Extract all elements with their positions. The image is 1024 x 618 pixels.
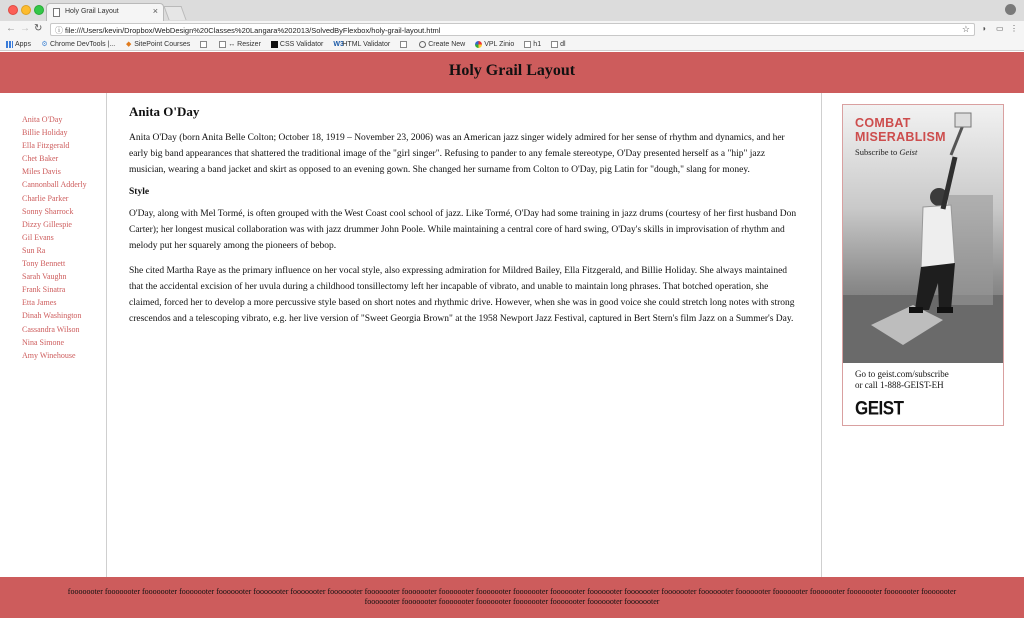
browser-tab-bar	[0, 0, 1024, 21]
nav-link[interactable]: Sarah Vaughn	[22, 272, 67, 282]
ad-cta	[855, 369, 949, 391]
bookmark-label: VPL Zinio	[484, 40, 515, 48]
browser-tab[interactable]	[46, 3, 164, 21]
nav-link[interactable]: Miles Davis	[22, 167, 61, 177]
bookmark-label: Create New	[428, 40, 466, 48]
info-icon[interactable]: ⓘ	[55, 26, 63, 35]
nav-link[interactable]: Etta James	[22, 298, 57, 308]
page-header	[0, 52, 1024, 93]
ad-cta-line1: Go to geist.com/subscribe	[855, 369, 949, 379]
back-arrow-icon[interactable]: ←	[6, 23, 16, 34]
bookmark-item[interactable]	[551, 41, 565, 48]
bookmark-item[interactable]	[475, 41, 514, 48]
w3c-icon: W3	[333, 40, 344, 48]
article-intro: Anita O'Day (born Anita Belle Colton; October 18, 1919 – November 23, 2006) was an American jazz singer widely admired for her sense of rhythm and dynamics, and her early big band appearances that shattered the traditional image of the "girl singer". Refusing to pander to any female stereotype, O'Day presented herself as a "hip" jazz musician, wearing a band jacket and skirt as opposed to an evening gown. She changed her surname from Colton to O'Day, pig Latin for "dough," slang for money.	[129, 133, 785, 175]
main-content	[108, 93, 822, 577]
document-icon	[53, 8, 60, 17]
bookmark-item[interactable]	[271, 41, 323, 48]
address-bar[interactable]	[50, 23, 975, 36]
document-icon	[219, 41, 226, 48]
footer-text: fooooooter fooooooter fooooooter fooooooter fooooooter fooooooter fooooooter fooooooter fooooooter fooooooter fooooooter fooooooter fooooooter fooooooter fooooooter fooooooter fooooooter fooooooter fooooooter fooooooter fooooooter fooooooter fooooooter fooooooter fooooooter fooooooter fooooooter fooooooter fooooooter fooooooter fooooooter fooooooter	[67, 587, 957, 606]
nav-link[interactable]: Dizzy Gillespie	[22, 219, 72, 229]
bookmark-item[interactable]	[333, 41, 390, 48]
bookmarks-bar	[0, 38, 1024, 51]
document-icon	[551, 41, 558, 48]
sidebar-nav	[0, 93, 107, 577]
forward-arrow-icon[interactable]: →	[20, 23, 30, 34]
bookmark-item[interactable]	[524, 41, 541, 48]
bookmark-item[interactable]	[125, 41, 190, 48]
bookmark-label: SitePoint Courses	[134, 40, 191, 48]
bookmark-label: h1	[533, 40, 542, 48]
ad-sub-prefix: Subscribe to	[855, 147, 900, 157]
window-zoom-button[interactable]	[34, 5, 44, 15]
document-icon	[400, 41, 407, 48]
style-heading: Style	[129, 187, 150, 197]
nav-link[interactable]: Anita O'Day	[22, 115, 63, 124]
nav-link[interactable]: Cannonball Adderly	[22, 180, 87, 190]
aside	[823, 93, 1024, 577]
nav-link[interactable]: Nina Simone	[22, 337, 64, 347]
profile-icon[interactable]	[1005, 4, 1016, 15]
tab-close-icon[interactable]: ×	[152, 6, 158, 16]
nav-link[interactable]: Amy Winehouse	[22, 350, 76, 360]
nav-link[interactable]: Gil Evans	[22, 232, 54, 242]
vpl-icon	[475, 41, 482, 48]
new-tab-button[interactable]	[163, 6, 186, 20]
gear-icon: ⚙	[41, 40, 48, 48]
ad-sub-brand: Geist	[899, 147, 918, 157]
apps-icon	[6, 41, 13, 48]
bookmark-item[interactable]	[6, 41, 31, 48]
style-paragraph-2: She cited Martha Raye as the primary influence on her vocal style, also expressing admiration for Mildred Bailey, Ella Fitzgerald, and Billie Holiday. She always maintained that the accidental excision of her uvula during a childhood tonsillectomy left her incapable of vibrato, and unable to maintain long phrases. That botched operation, she claimed, forced her to develop a more percussive style based on short notes and rhythmic drive. However, when she was in good voice she could stretch long notes with strong crescendos and a telescoping vibrato, e.g. her live version of "Sweet Georgia Brown" at the 1958 Newport Jazz Festival, captured in Bert Stern's film Jazz on a Summer's Day.	[129, 266, 795, 324]
page	[0, 52, 1024, 618]
nav-link[interactable]: Ella Fitzgerald	[22, 141, 70, 151]
css-icon	[271, 41, 278, 48]
bookmark-label: Chrome DevTools |...	[49, 40, 116, 48]
ad-photo	[843, 105, 1003, 363]
ad-subscribe-text	[855, 147, 917, 157]
url-input[interactable]	[65, 25, 955, 36]
bookmark-label: Apps	[15, 40, 31, 48]
bookmark-item[interactable]	[41, 41, 115, 48]
bookmark-item[interactable]	[400, 41, 409, 48]
bookmark-label: CSS Validator	[279, 40, 324, 48]
nav-link[interactable]: Billie Holiday	[22, 128, 68, 138]
window-close-button[interactable]	[8, 5, 18, 15]
nav-link[interactable]: Charlie Parker	[22, 193, 69, 203]
ad-headline: COMBAT MISERABLISM	[855, 116, 946, 144]
menu-icon[interactable]: ⋮	[1010, 24, 1018, 33]
nav-link[interactable]: Frank Sinatra	[22, 285, 66, 295]
nav-link[interactable]: Chet Baker	[22, 154, 59, 164]
page-footer	[0, 577, 1024, 618]
bookmark-item[interactable]	[419, 41, 465, 48]
bookmark-label: HTML Validator	[342, 40, 391, 48]
nav-link[interactable]: Cassandra Wilson	[22, 324, 80, 334]
document-icon	[200, 41, 207, 48]
bookmark-item[interactable]	[219, 41, 261, 48]
browser-toolbar	[0, 21, 1024, 38]
style-paragraph-1: O'Day, along with Mel Tormé, is often grouped with the West Coast cool school of jazz. Like Tormé, O'Day had some training in jazz drums (courtesy of her first husband Don Carter); her longest musical collaboration was with jazz drummer John Poole. While maintaining a central core of hard swing, O'Day's skills in improvisation of rhythm and melody put her squarely among the pioneers of bebop.	[129, 209, 797, 251]
bookmark-label: ↔ Resizer	[228, 40, 261, 48]
bookmark-label: dl	[560, 40, 566, 48]
extension-icon[interactable]: ◗	[982, 24, 987, 33]
article-title: Anita O'Day	[129, 104, 200, 119]
window-minimize-button[interactable]	[21, 5, 31, 15]
nav-link[interactable]: Tony Bennett	[22, 259, 66, 269]
sitepoint-icon: ◆	[126, 40, 132, 48]
document-icon	[524, 41, 531, 48]
nav-link[interactable]: Dinah Washington	[22, 311, 82, 321]
globe-icon	[419, 41, 426, 48]
reload-icon[interactable]: ↻	[34, 23, 43, 34]
extension-icon[interactable]: ▭	[996, 24, 1004, 33]
geist-ad[interactable]	[842, 104, 1004, 426]
ad-cta-line2: or call 1-888-GEIST-EH	[855, 380, 944, 390]
bookmark-item[interactable]	[200, 41, 209, 48]
geist-logo: GEIST	[855, 397, 904, 419]
nav-link[interactable]: Sun Ra	[22, 245, 46, 255]
bookmark-star-icon[interactable]: ☆	[961, 24, 970, 34]
tab-title: Holy Grail Layout	[65, 8, 119, 15]
page-title: Holy Grail Layout	[448, 62, 576, 79]
nav-link[interactable]: Sonny Sharrock	[22, 206, 74, 216]
